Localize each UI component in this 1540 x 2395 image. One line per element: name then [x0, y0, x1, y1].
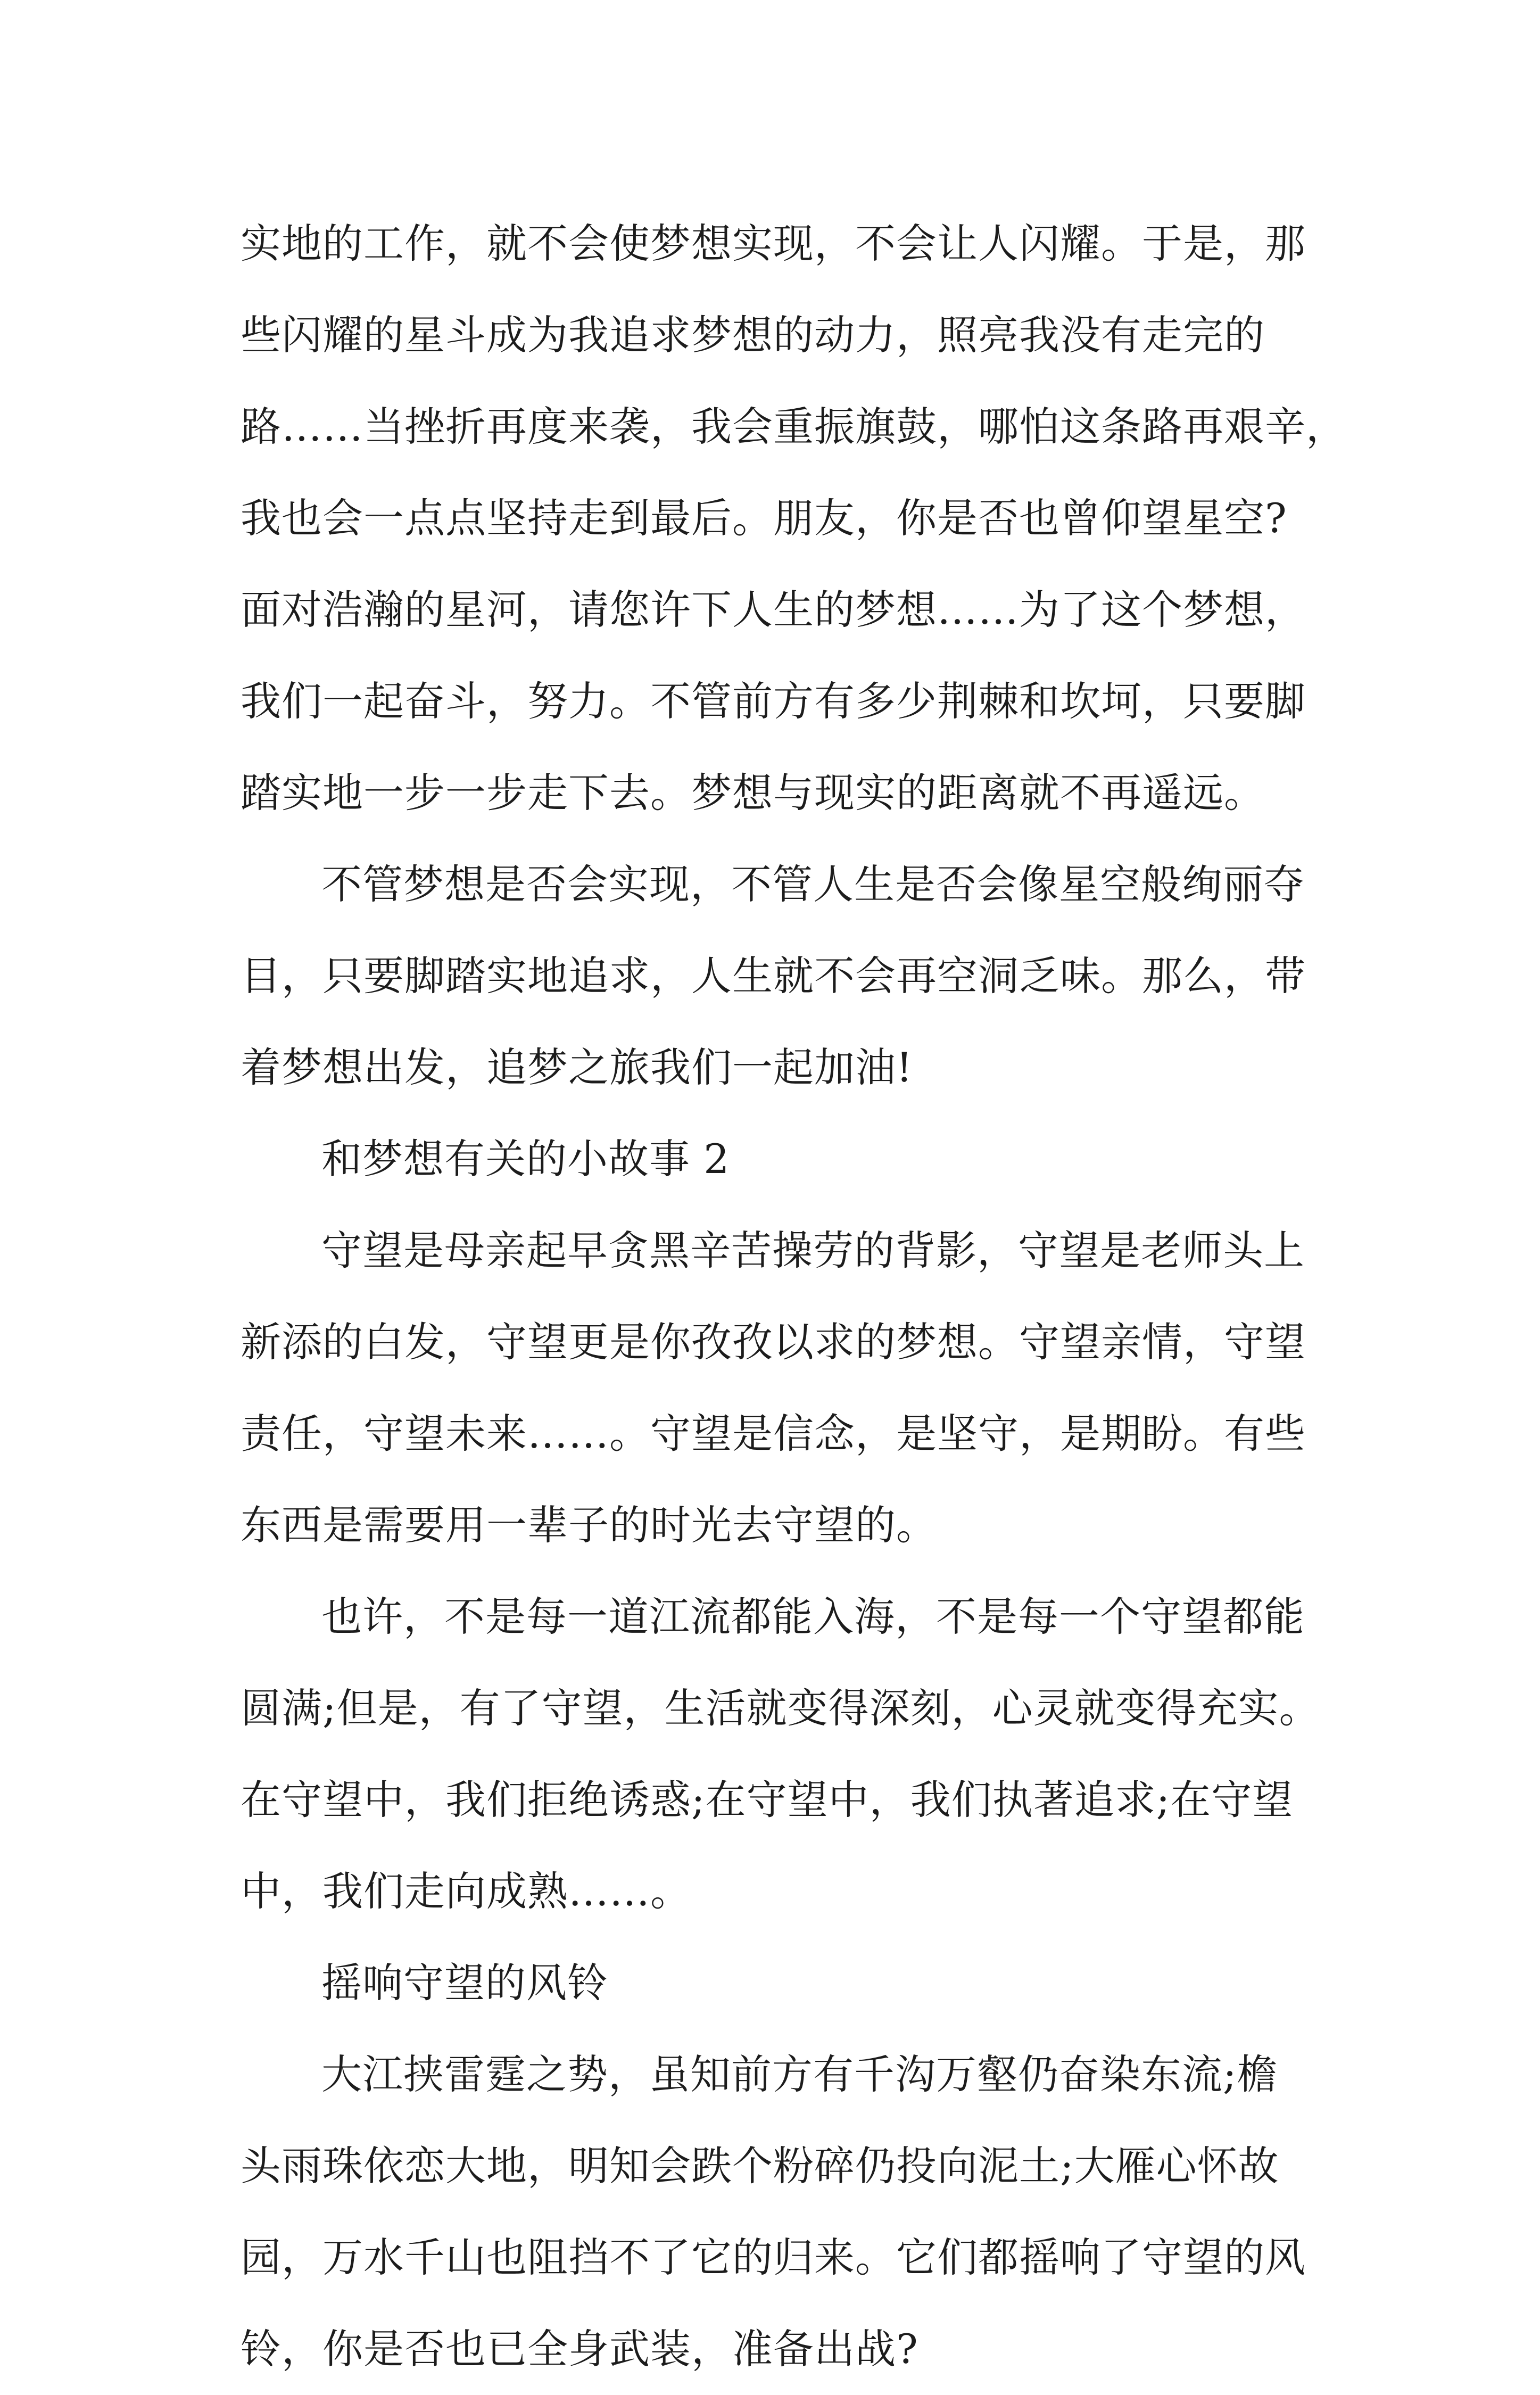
- text-line: 我们一起奋斗，努力。不管前方有多少荆棘和坎坷，只要脚: [241, 678, 1306, 725]
- text-line: 实地的工作，就不会使梦想实现，不会让人闪耀。于是，那: [241, 220, 1306, 267]
- text-line: 东西是需要用一辈子的时光去守望的。: [241, 1501, 937, 1549]
- paragraph-first-line: 不管梦想是否会实现，不管人生是否会像星空般绚丽夺: [321, 861, 1305, 908]
- text-line: 些闪耀的星斗成为我追求梦想的动力，照亮我没有走完的: [241, 311, 1265, 359]
- paragraph-first-line: 守望是母亲起早贪黑辛苦操劳的背影，守望是老师头上: [321, 1227, 1305, 1274]
- text-line: 路……当挫折再度来袭，我会重振旗鼓，哪怕这条路再艰辛，: [241, 403, 1347, 450]
- text-line: 园，万水千山也阻挡不了它的归来。它们都摇响了守望的风: [241, 2234, 1306, 2281]
- text-line: 新添的白发，守望更是你孜孜以求的梦想。守望亲情，守望: [241, 1318, 1306, 1366]
- section-heading: 和梦想有关的小故事 2: [321, 1135, 730, 1183]
- text-line: 着梦想出发，追梦之旅我们一起加油!: [241, 1044, 913, 1091]
- document-body: [241, 198, 1358, 2395]
- text-line: 踏实地一步一步走下去。梦想与现实的距离就不再遥远。: [241, 769, 1265, 816]
- text-line: 铃，你是否也已全身武装，准备出战?: [241, 2325, 918, 2373]
- text-line: 中，我们走向成熟……。: [241, 1868, 691, 1915]
- text-line: 头雨珠依恋大地，明知会跌个粉碎仍投向泥土;大雁心怀故: [241, 2142, 1279, 2190]
- text-line: 在守望中，我们拒绝诱惑;在守望中，我们执著追求;在守望: [241, 1776, 1294, 1823]
- subsection-heading: 摇响守望的风铃: [321, 1959, 608, 2006]
- text-line: 我也会一点点坚持走到最后。朋友，你是否也曾仰望星空?: [241, 494, 1287, 542]
- text-line: 责任，守望未来……。守望是信念，是坚守，是期盼。有些: [241, 1410, 1306, 1457]
- paragraph-first-line: 大江挟雷霆之势，虽知前方有千沟万壑仍奋染东流;檐: [321, 2051, 1278, 2098]
- text-line: 目，只要脚踏实地追求，人生就不会再空洞乏味。那么，带: [241, 952, 1306, 1000]
- paragraph-first-line: 也许，不是每一道江流都能入海，不是每一个守望都能: [321, 1593, 1305, 1640]
- text-line: 面对浩瀚的星河，请您许下人生的梦想……为了这个梦想，: [241, 586, 1306, 633]
- text-line: 圆满;但是，有了守望，生活就变得深刻，心灵就变得充实。: [241, 1684, 1320, 1732]
